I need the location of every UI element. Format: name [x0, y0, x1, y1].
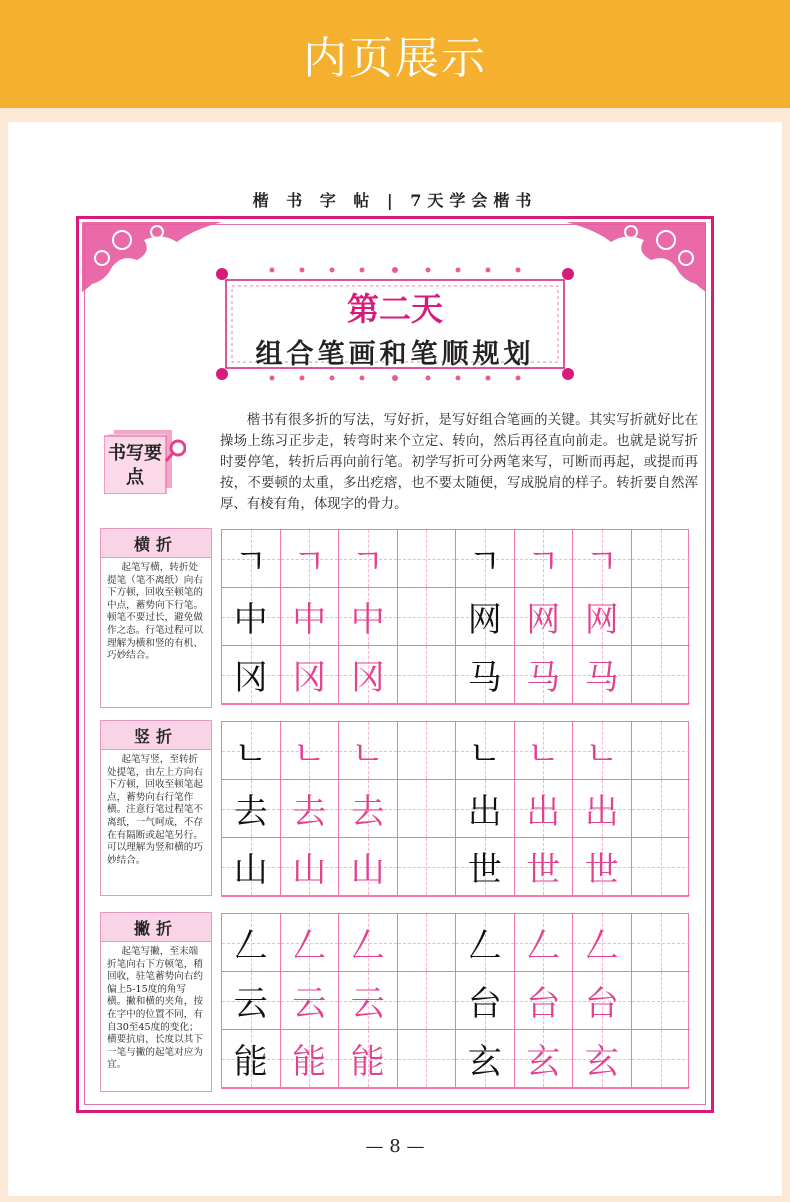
model-char-cell: 出 [456, 780, 515, 838]
blank-cell[interactable] [632, 588, 691, 646]
model-char-cell: 冈 [222, 646, 281, 704]
stroke-note-heading: 竖折 [101, 721, 211, 750]
trace-char-cell[interactable]: 玄 [515, 1030, 574, 1088]
trace-char-cell[interactable]: 马 [573, 646, 632, 704]
trace-char-cell[interactable]: ㄱ [339, 530, 398, 588]
trace-char-cell[interactable]: ㄱ [281, 530, 340, 588]
trace-char-cell[interactable]: 马 [515, 646, 574, 704]
trace-char-cell[interactable]: 中 [339, 588, 398, 646]
model-char-cell: 台 [456, 972, 515, 1030]
trace-char-cell[interactable]: 网 [573, 588, 632, 646]
trace-char-cell[interactable]: 云 [339, 972, 398, 1030]
trace-char-cell[interactable]: 出 [573, 780, 632, 838]
model-char-cell: ㄴ [456, 722, 515, 780]
practice-grid [221, 721, 689, 897]
model-char-cell: 玄 [456, 1030, 515, 1088]
practice-grid [221, 913, 689, 1089]
trace-char-cell[interactable]: 冈 [339, 646, 398, 704]
running-head: 楷 书 字 帖 | 7天学会楷书 [252, 191, 538, 210]
stroke-note-text: 起笔写横，转折处提笔（笔不离纸）向右下方顿，回收至顿笔的中点，蓄势向下行笔。顿笔不要过长，避免做作之态。行笔过程可以理解为横和竖的有机、巧妙结合。 [107, 562, 203, 662]
blank-cell[interactable] [398, 972, 457, 1030]
trace-char-cell[interactable]: 玄 [573, 1030, 632, 1088]
trace-char-cell[interactable]: ㄱ [573, 530, 632, 588]
trace-char-cell[interactable]: 𠃋 [281, 914, 340, 972]
blank-cell[interactable] [632, 914, 691, 972]
blank-cell[interactable] [398, 722, 457, 780]
stroke-note-text: 起笔写竖，至转折处提笔，由左上方向右下方顿，回收至顿笔起点，蓄势向右行笔作横。注意行笔过程笔不离纸，一气呵成，不存在有隔断或起笔另行。可以理解为竖和横的巧妙结合。 [107, 754, 203, 866]
blank-cell[interactable] [632, 972, 691, 1030]
blank-cell[interactable] [398, 530, 457, 588]
trace-char-cell[interactable]: 能 [339, 1030, 398, 1088]
stroke-note-heading: 撇折 [101, 913, 211, 942]
trace-char-cell[interactable]: 出 [515, 780, 574, 838]
blank-cell[interactable] [398, 838, 457, 896]
stroke-note-heading: 横折 [101, 529, 211, 558]
model-char-cell: 𠃋 [222, 914, 281, 972]
model-char-cell: 马 [456, 646, 515, 704]
trace-char-cell[interactable]: 云 [281, 972, 340, 1030]
practice-grid [221, 529, 689, 705]
trace-char-cell[interactable]: ㄴ [573, 722, 632, 780]
model-char-cell: 去 [222, 780, 281, 838]
floral-corner-left-icon [82, 222, 222, 292]
trace-char-cell[interactable]: 中 [281, 588, 340, 646]
model-char-cell: 山 [222, 838, 281, 896]
trace-char-cell[interactable]: ㄴ [339, 722, 398, 780]
trace-char-cell[interactable]: 世 [573, 838, 632, 896]
trace-char-cell[interactable]: 山 [281, 838, 340, 896]
model-char-cell: 𠃋 [456, 914, 515, 972]
blank-cell[interactable] [632, 1030, 691, 1088]
blank-cell[interactable] [398, 914, 457, 972]
model-char-cell: ㄱ [456, 530, 515, 588]
blank-cell[interactable] [398, 588, 457, 646]
model-char-cell: ㄱ [222, 530, 281, 588]
blank-cell[interactable] [632, 780, 691, 838]
page-number: — 8 — [365, 1136, 425, 1157]
model-char-cell: 世 [456, 838, 515, 896]
trace-char-cell[interactable]: 台 [515, 972, 574, 1030]
blank-cell[interactable] [398, 780, 457, 838]
trace-char-cell[interactable]: ㄱ [515, 530, 574, 588]
trace-char-cell[interactable]: 𠃋 [339, 914, 398, 972]
trace-char-cell[interactable]: 网 [515, 588, 574, 646]
stroke-note-text: 起笔写撇，至末端折笔向右下方顿笔，稍回收，驻笔蓄势向右约偏上5-15度的角写横。撇和横的夹角，按在字中的位置不同，有自30至45度的变化；横要抗肩，长度以其下一笔与撇的起笔对应为宜。 [107, 946, 203, 1071]
trace-char-cell[interactable]: 山 [339, 838, 398, 896]
trace-char-cell[interactable]: 能 [281, 1030, 340, 1088]
top-banner [0, 0, 790, 108]
blank-cell[interactable] [398, 1030, 457, 1088]
trace-char-cell[interactable]: 𠃋 [573, 914, 632, 972]
trace-char-cell[interactable]: 世 [515, 838, 574, 896]
trace-char-cell[interactable]: 台 [573, 972, 632, 1030]
trace-char-cell[interactable]: 去 [339, 780, 398, 838]
floral-corner-right-icon [566, 222, 706, 292]
trace-char-cell[interactable]: 去 [281, 780, 340, 838]
model-char-cell: 能 [222, 1030, 281, 1088]
model-char-cell: 网 [456, 588, 515, 646]
blank-cell[interactable] [632, 646, 691, 704]
intro-paragraph: 楷书有很多折的写法，写好折，是写好组合笔画的关键。其实写折就好比在操场上练习正步走，转弯时来个立定、转向，然后再径直向前走。也就是说写折时要停笔，转折后再向前行笔。初学写折可分两笔来写，可断而再起，或提而再按，不要顿的太重，多出疙瘩，也不要太随便，写成脱肩的样子。转折要自然浑厚、有棱有角，体现字的骨力。 [220, 413, 698, 512]
trace-char-cell[interactable]: 𠃋 [515, 914, 574, 972]
lesson-day: 第二天 [346, 290, 443, 328]
model-char-cell: ㄴ [222, 722, 281, 780]
trace-char-cell[interactable]: ㄴ [281, 722, 340, 780]
model-char-cell: 云 [222, 972, 281, 1030]
writing-tips-label: 书写要点 [108, 443, 162, 488]
blank-cell[interactable] [632, 722, 691, 780]
trace-char-cell[interactable]: ㄴ [515, 722, 574, 780]
stroke-note-card [100, 912, 212, 1092]
banner-title: 内页展示 [303, 33, 487, 84]
blank-cell[interactable] [632, 838, 691, 896]
trace-char-cell[interactable]: 冈 [281, 646, 340, 704]
stroke-note-card [100, 528, 212, 708]
model-char-cell: 中 [222, 588, 281, 646]
lesson-title: 组合笔画和笔顺规划 [255, 339, 535, 370]
blank-cell[interactable] [398, 646, 457, 704]
stroke-note-card [100, 720, 212, 896]
blank-cell[interactable] [632, 530, 691, 588]
